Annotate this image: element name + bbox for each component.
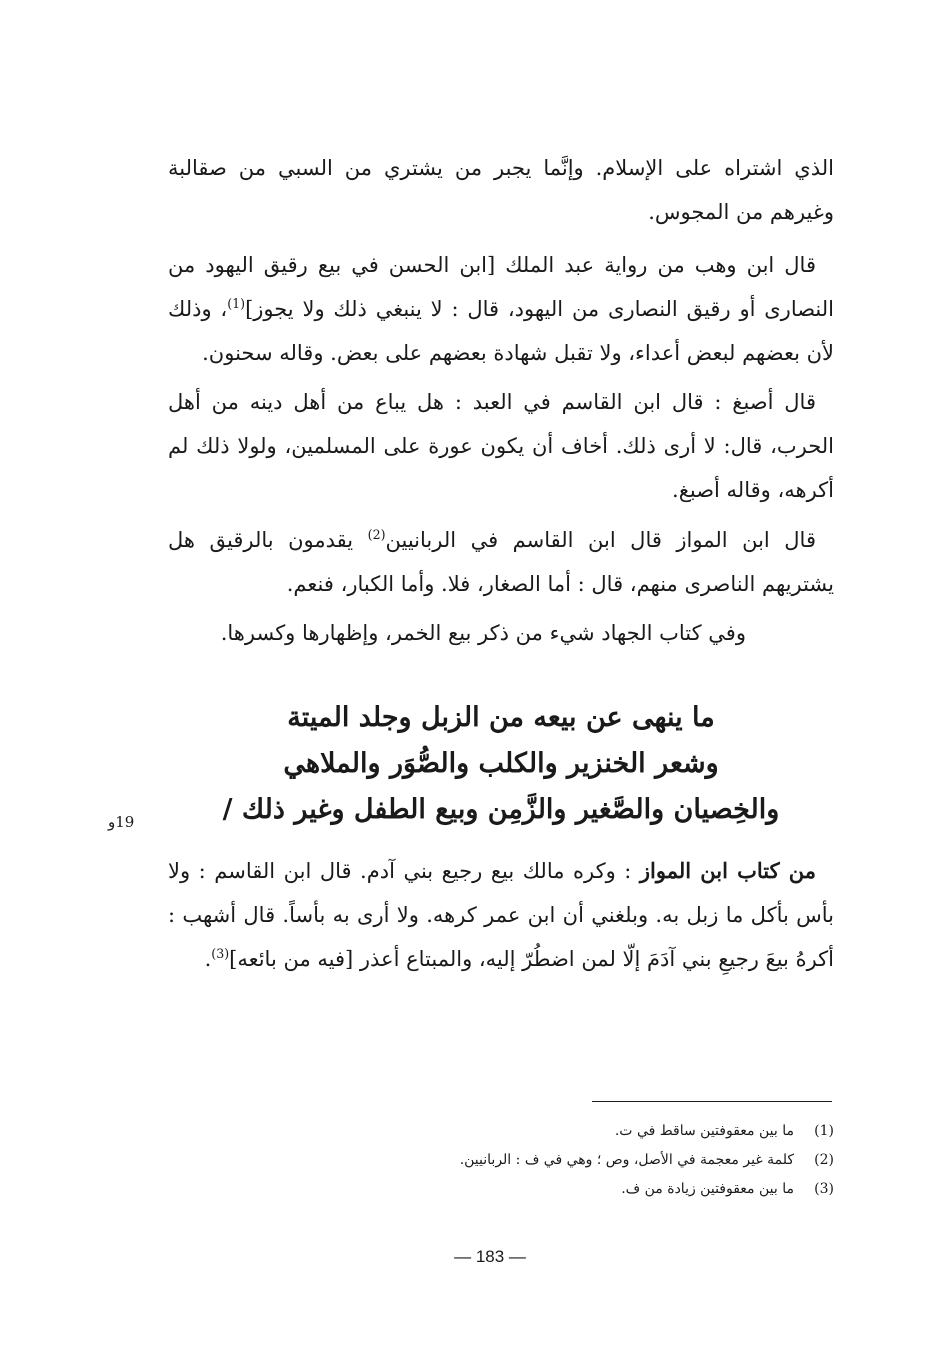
footnote-ref-1: (1) [227, 296, 246, 311]
footnote-1 [330, 1117, 834, 1146]
footnote-text: ما بين معقوفتين ساقط في ت. [614, 1123, 794, 1139]
body-paragraph-5 [168, 611, 834, 655]
page-number: — 183 — [454, 1247, 526, 1266]
paragraph-text: قال ابن المواز قال ابن القاسم في الربانيين [385, 528, 816, 552]
footnote-ref-2: (2) [367, 527, 386, 542]
paragraph-text: . [204, 947, 212, 971]
source-citation: من كتاب ابن المواز [639, 858, 816, 883]
heading-line-1: ما ينهى عن بيعه من الزبل وجلد الميتة [287, 702, 715, 733]
footnote-ref-3: (3) [211, 946, 230, 961]
footnote-text: كلمة غير معجمة في الأصل، وص ؛ وهي في ف : الربانيين. [459, 1152, 794, 1168]
body-paragraph-1 [168, 146, 834, 234]
paragraph-text: قال أصبغ : قال ابن القاسم في العبد : هل يباع من أهل دينه من أهل الحرب، قال: لا أرى ذلك. أخاف أن يكون عورة على المسلمين، ولولا ذلك لم أكرهه، وقاله أصبغ. [168, 390, 834, 502]
footnotes [330, 1117, 834, 1204]
footnote-text: ما بين معقوفتين زيادة من ف. [621, 1181, 794, 1197]
body-paragraph-4 [168, 518, 834, 606]
footnote-3 [330, 1175, 834, 1204]
body-paragraph-2 [168, 243, 834, 375]
footnote-number: (2) [814, 1152, 834, 1168]
body-paragraph-3 [168, 380, 834, 512]
paragraph-text: ، وذلك لأن بعضهم لبعض أعداء، ولا تقبل شهادة بعضهم على بعض. وقاله سحنون. [168, 297, 834, 365]
folio-marker: 19و [108, 813, 135, 831]
section-heading [168, 695, 834, 833]
heading-line-2: وشعر الخنزير والكلب والصُّوَر والملاهي [283, 748, 719, 779]
paragraph-text: : وكره مالك بيع رجيع بني آدم. قال ابن القاسم : ولا بأس بأكل ما زبل به. وبلغني أن ابن عمر كرهه. ولا أرى به بأساً. قال أشهب : أكرهُ بيعَ رجيعِ بني آدَمَ إلّا لمن اضطُرّ إليه، والمبتاع أعذر [فيه من بائعه] [168, 859, 834, 971]
footnote-divider [592, 1101, 832, 1102]
heading-line-3: والخِصيان والصَّغير والزَّمِن وبيع الطفل وغير ذلك / [222, 794, 780, 825]
body-paragraph-6 [168, 849, 834, 981]
paragraph-text: يقدمون بالرقيق هل يشتريهم الناصرى منهم، قال : أما الصغار، فلا. وأما الكبار، فنعم. [168, 528, 834, 596]
paragraph-text: وفي كتاب الجهاد شيء من ذكر بيع الخمر، وإظهارها وكسرها. [220, 621, 746, 645]
footnote-number: (3) [814, 1181, 834, 1197]
paragraph-text: الذي اشتراه على الإسلام. وإنَّما يجبر من يشتري من السبي من صقالبة وغيرهم من المجوس. [168, 156, 834, 224]
paragraph-text: قال ابن وهب من رواية عبد الملك [ابن الحسن في بيع رقيق اليهود من النصارى أو رقيق النصارى من اليهود، قال : لا ينبغي ذلك ولا يجوز] [168, 253, 834, 321]
footnote-number: (1) [814, 1123, 834, 1139]
footnote-2 [330, 1146, 834, 1175]
